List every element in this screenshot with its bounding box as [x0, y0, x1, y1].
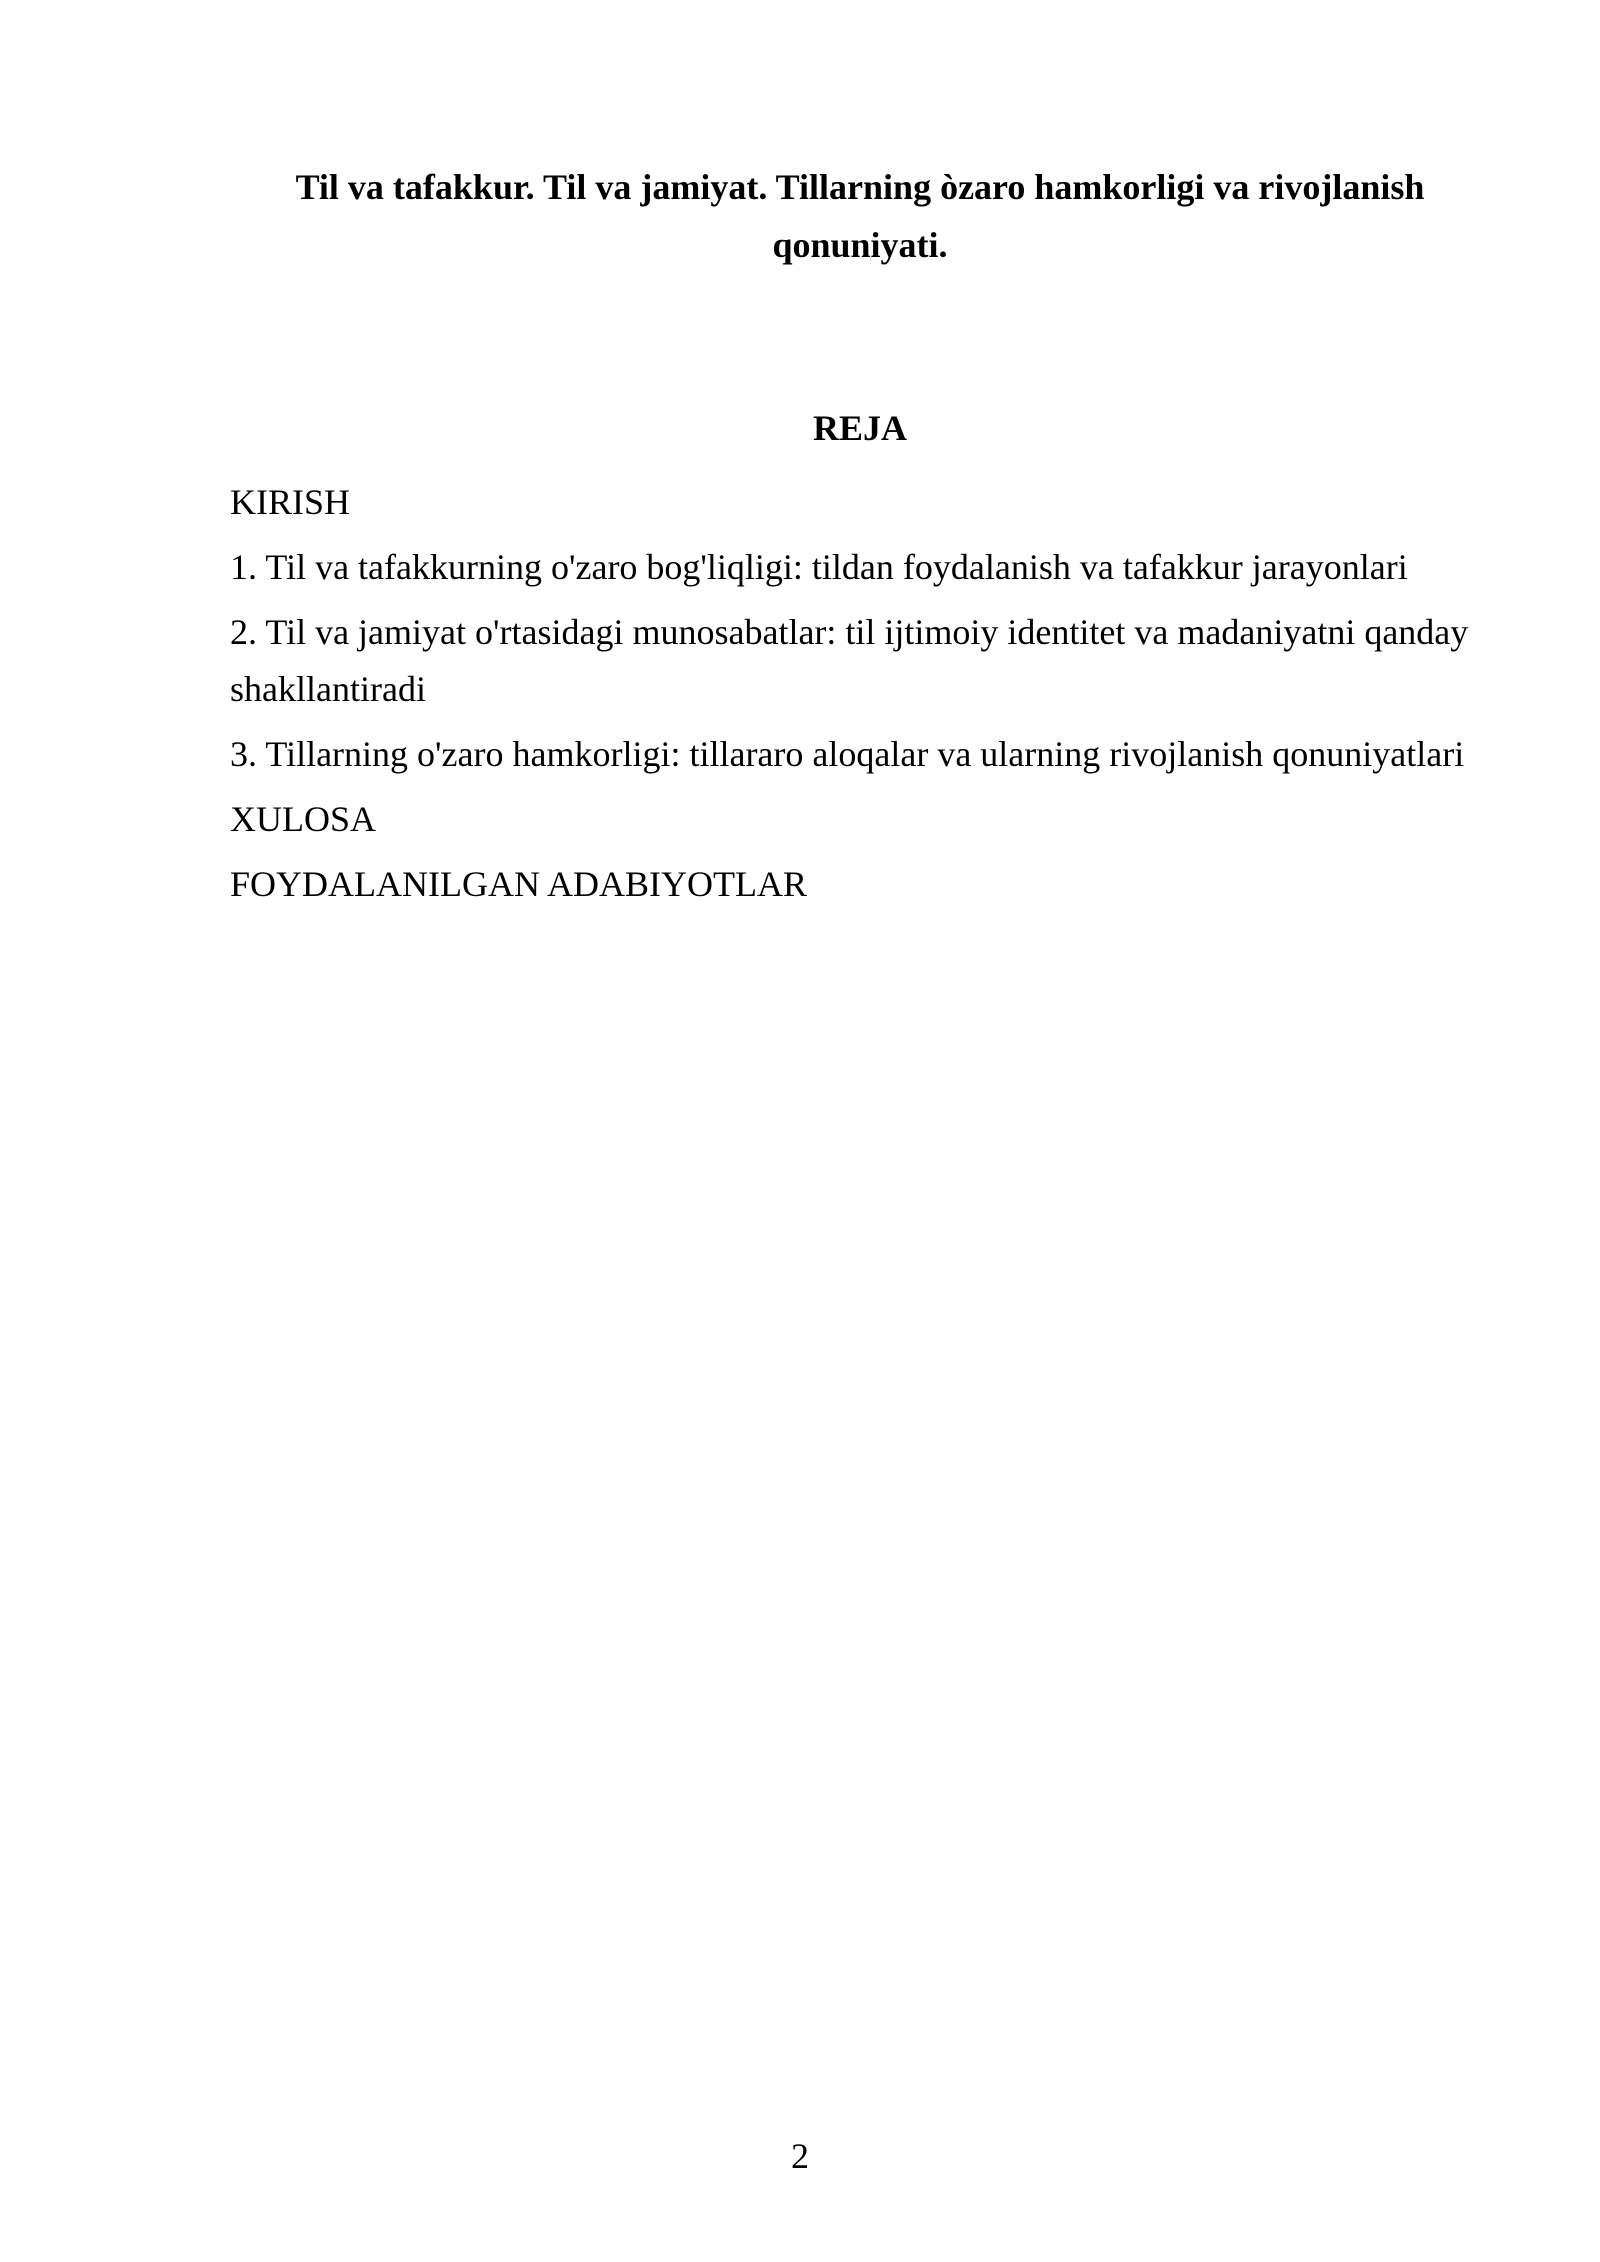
document-title: Til va tafakkur. Til va jamiyat. Tillarning òzaro hamkorligi va rivojlanish qonuniyati. — [295, 167, 1425, 265]
plan-item-3: 3. Tillarning o'zaro hamkorligi: tillararo aloqalar va ularning rivojlanish qonuniyatlari — [230, 734, 1465, 774]
plan-list — [230, 474, 1500, 921]
plan-item-2: 2. Til va jamiyat o'rtasidagi munosabatlar: til ijtimoiy identitet va madaniyatni qanday shakllantiradi — [230, 612, 1469, 709]
plan-heading: REJA — [812, 408, 907, 448]
plan-item-1: 1. Til va tafakkurning o'zaro bog'liqligi: tildan foydalanish va tafakkur jarayonlari — [230, 547, 1408, 587]
plan-item-references: FOYDALANILGAN ADABIYOTLAR — [230, 864, 807, 904]
plan-item-conclusion: XULOSA — [230, 799, 377, 839]
plan-item-introduction: KIRISH — [230, 482, 351, 522]
page-number: 2 — [791, 2136, 809, 2176]
